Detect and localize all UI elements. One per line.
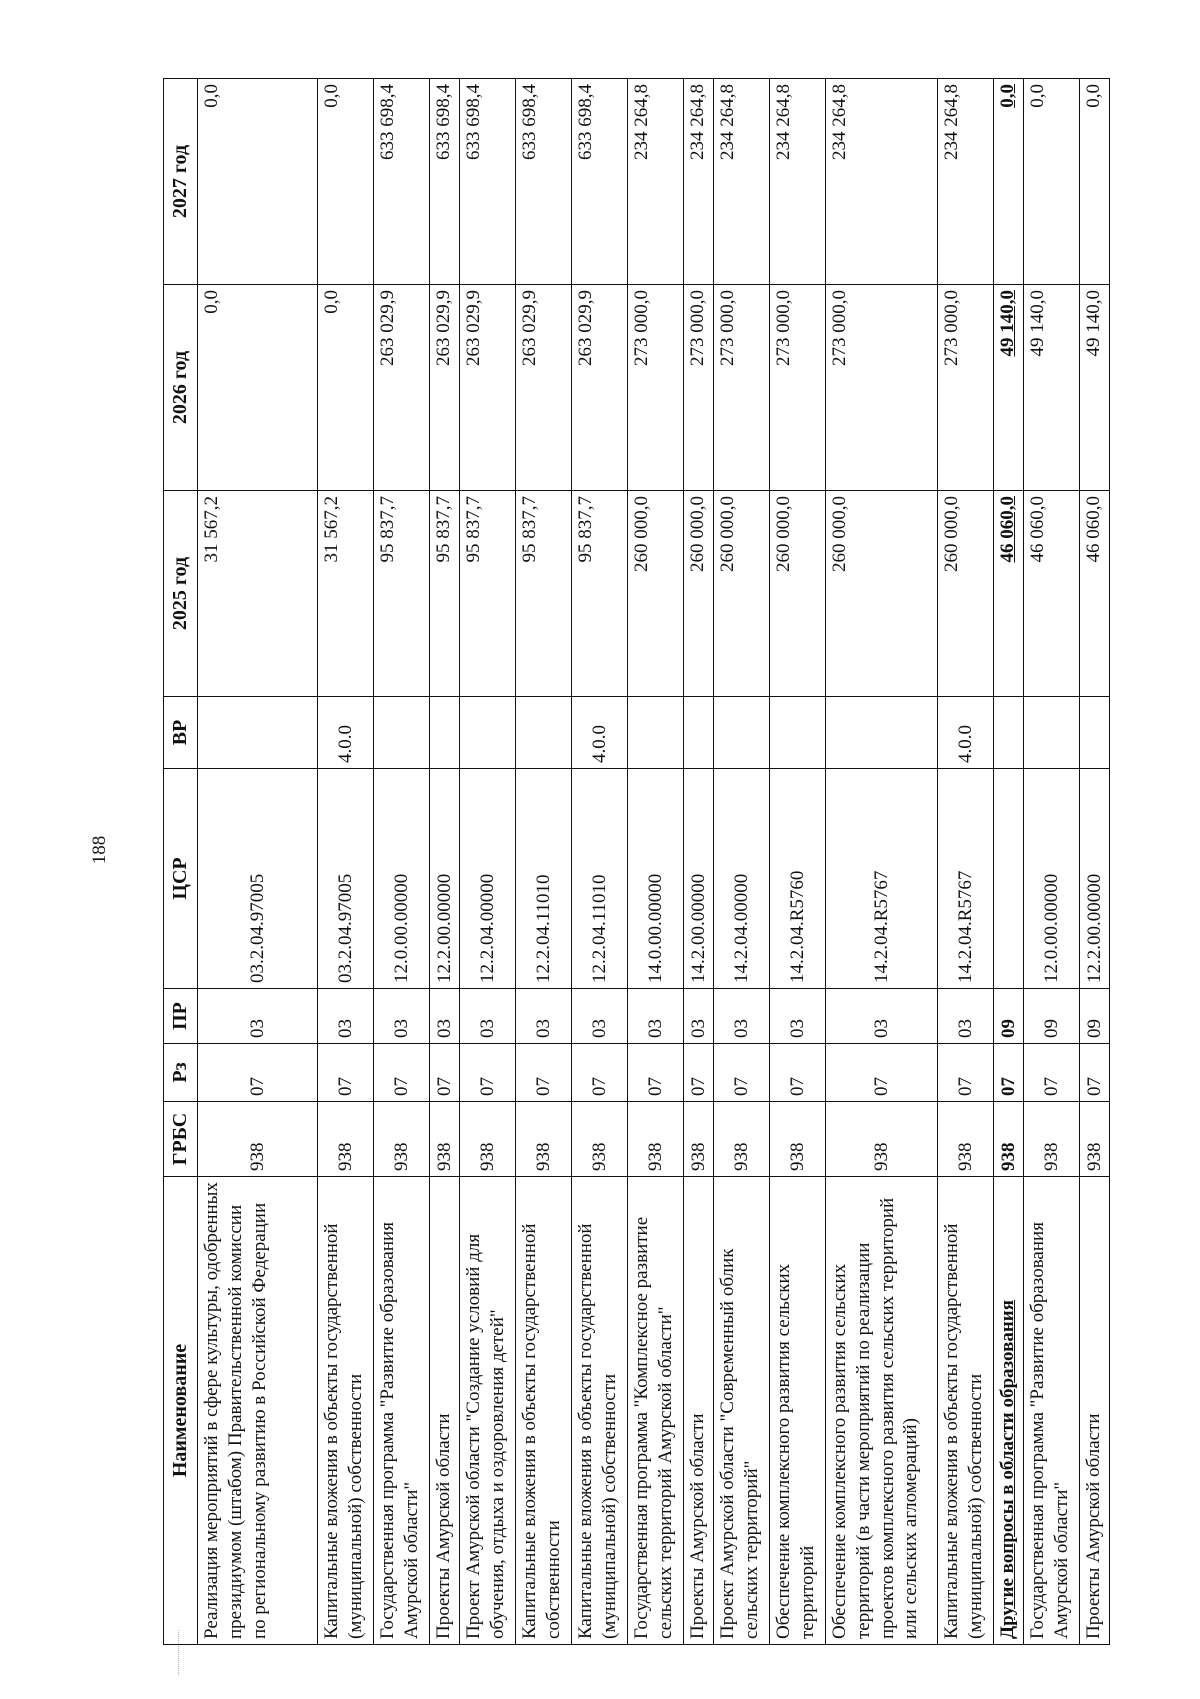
- cell-2026: 263 029,9: [460, 285, 516, 491]
- cell-vr: [374, 697, 430, 769]
- cell-pr: 09: [1080, 989, 1110, 1044]
- cell-vr: 4.0.0: [318, 697, 374, 769]
- budget-table: [163, 78, 1110, 1645]
- table-row: [938, 79, 994, 1645]
- cell-name: Проекты Амурской области: [1080, 1177, 1110, 1645]
- cell-2027: 633 698,4: [516, 79, 572, 285]
- cell-vr: [198, 697, 318, 769]
- cell-pr: 03: [628, 989, 684, 1044]
- cell-2027: 633 698,4: [460, 79, 516, 285]
- cell-pr: 03: [826, 989, 938, 1044]
- cell-rz: 07: [516, 1044, 572, 1102]
- table-header-row: [164, 79, 198, 1645]
- page-number: 188: [89, 835, 110, 865]
- table-row: [430, 79, 460, 1645]
- cell-2027: 0,0: [1024, 79, 1080, 285]
- cell-pr: 03: [318, 989, 374, 1044]
- cell-2025: 46 060,0: [994, 491, 1024, 697]
- cell-pr: 03: [684, 989, 714, 1044]
- cell-rz: 07: [318, 1044, 374, 1102]
- cell-pr: 03: [460, 989, 516, 1044]
- cell-vr: [430, 697, 460, 769]
- cell-2027: 633 698,4: [374, 79, 430, 285]
- rotated-page-content: [163, 79, 1105, 1645]
- col-header-2027: 2027 год: [164, 79, 198, 285]
- cell-pr: 03: [714, 989, 770, 1044]
- cell-2027: 0,0: [318, 79, 374, 285]
- cell-csr: 14.2.04.00000: [714, 769, 770, 989]
- cell-pr: 03: [516, 989, 572, 1044]
- cell-csr: 12.2.04.11010: [572, 769, 628, 989]
- cell-name: Государственная программа "Комплексное развитие сельских территорий Амурской области": [628, 1177, 684, 1645]
- cell-2027: 234 264,8: [826, 79, 938, 285]
- cell-2026: 273 000,0: [826, 285, 938, 491]
- cell-2026: 273 000,0: [684, 285, 714, 491]
- cell-name: Реализация мероприятий в сфере культуры, одобренных президиумом (штабом) Правительственной комиссии по региональному развитию в Российской Федерации: [198, 1177, 318, 1645]
- cell-2026: 263 029,9: [374, 285, 430, 491]
- cell-grbs: 938: [1080, 1102, 1110, 1177]
- cell-name: Капитальные вложения в объекты государственной (муниципальной) собственности: [572, 1177, 628, 1645]
- cell-vr: [516, 697, 572, 769]
- cell-vr: [460, 697, 516, 769]
- cell-pr: 03: [374, 989, 430, 1044]
- table-row: [572, 79, 628, 1645]
- table-row: [198, 79, 318, 1645]
- cell-vr: [714, 697, 770, 769]
- cell-2025: 46 060,0: [1024, 491, 1080, 697]
- cell-vr: 4.0.0: [572, 697, 628, 769]
- cell-2027: 633 698,4: [572, 79, 628, 285]
- cell-vr: [1080, 697, 1110, 769]
- cell-2027: 234 264,8: [770, 79, 826, 285]
- cell-name: Проект Амурской области "Создание условий для обучения, отдыха и оздоровления детей": [460, 1177, 516, 1645]
- cell-2025: 260 000,0: [628, 491, 684, 697]
- cell-rz: 07: [826, 1044, 938, 1102]
- cell-vr: [770, 697, 826, 769]
- cell-rz: 07: [374, 1044, 430, 1102]
- cell-grbs: 938: [198, 1102, 318, 1177]
- cell-2026: 273 000,0: [770, 285, 826, 491]
- col-header-csr: ЦСР: [164, 769, 198, 989]
- cell-rz: 07: [994, 1044, 1024, 1102]
- cell-grbs: 938: [516, 1102, 572, 1177]
- table-row: [994, 79, 1024, 1645]
- cell-2026: 49 140,0: [1080, 285, 1110, 491]
- cell-name: Проекты Амурской области: [430, 1177, 460, 1645]
- cell-2025: 260 000,0: [826, 491, 938, 697]
- cell-pr: 03: [198, 989, 318, 1044]
- cell-rz: 07: [714, 1044, 770, 1102]
- cell-grbs: 938: [684, 1102, 714, 1177]
- cell-pr: 03: [770, 989, 826, 1044]
- cell-2025: 31 567,2: [198, 491, 318, 697]
- cell-2026: 263 029,9: [430, 285, 460, 491]
- cell-2026: 263 029,9: [572, 285, 628, 491]
- cell-rz: 07: [684, 1044, 714, 1102]
- cell-grbs: 938: [714, 1102, 770, 1177]
- cell-csr: 12.0.00.00000: [1024, 769, 1080, 989]
- table-row: [516, 79, 572, 1645]
- cell-grbs: 938: [374, 1102, 430, 1177]
- cell-csr: [994, 769, 1024, 989]
- cell-2025: 260 000,0: [938, 491, 994, 697]
- cell-name: Государственная программа "Развитие образования Амурской области": [374, 1177, 430, 1645]
- cell-2027: 234 264,8: [714, 79, 770, 285]
- cell-rz: 07: [770, 1044, 826, 1102]
- cell-csr: 03.2.04.97005: [198, 769, 318, 989]
- cell-grbs: 938: [572, 1102, 628, 1177]
- col-header-vr: ВР: [164, 697, 198, 769]
- cell-2025: 260 000,0: [770, 491, 826, 697]
- cell-2027: 234 264,8: [684, 79, 714, 285]
- cell-rz: 07: [430, 1044, 460, 1102]
- table-row: [318, 79, 374, 1645]
- table-row: [826, 79, 938, 1645]
- cell-name: Другие вопросы в области образования: [994, 1177, 1024, 1645]
- cell-2026: 0,0: [318, 285, 374, 491]
- cell-pr: 03: [938, 989, 994, 1044]
- cell-grbs: 938: [770, 1102, 826, 1177]
- cell-csr: 12.0.00.00000: [374, 769, 430, 989]
- col-header-name: Наименование: [164, 1177, 198, 1645]
- cell-vr: [826, 697, 938, 769]
- table-row: [1080, 79, 1110, 1645]
- cell-csr: 12.2.04.11010: [516, 769, 572, 989]
- cell-2025: 95 837,7: [374, 491, 430, 697]
- cell-csr: 12.2.04.00000: [460, 769, 516, 989]
- cell-csr: 12.2.00.00000: [1080, 769, 1110, 989]
- cell-rz: 07: [1080, 1044, 1110, 1102]
- cell-csr: 14.2.04.R5767: [826, 769, 938, 989]
- cell-pr: 03: [572, 989, 628, 1044]
- col-header-grbs: ГРБС: [164, 1102, 198, 1177]
- table-body: [198, 79, 1110, 1645]
- cell-grbs: 938: [430, 1102, 460, 1177]
- cell-rz: 07: [938, 1044, 994, 1102]
- cell-2025: 31 567,2: [318, 491, 374, 697]
- cell-pr: 03: [430, 989, 460, 1044]
- cell-name: Обеспечение комплексного развития сельских территорий (в части мероприятий по реализации проектов комплексного развития сельских территорий или сельских агломераций): [826, 1177, 938, 1645]
- cell-name: Проект Амурской области "Современный облик сельских территорий": [714, 1177, 770, 1645]
- cell-2025: 260 000,0: [684, 491, 714, 697]
- cell-vr: [1024, 697, 1080, 769]
- cell-rz: 07: [572, 1044, 628, 1102]
- cell-2026: 273 000,0: [714, 285, 770, 491]
- cell-csr: 14.2.00.00000: [684, 769, 714, 989]
- cell-csr: 14.2.04.R5767: [938, 769, 994, 989]
- cell-grbs: 938: [994, 1102, 1024, 1177]
- cell-2027: 234 264,8: [938, 79, 994, 285]
- cell-2026: 49 140,0: [994, 285, 1024, 491]
- cell-vr: [684, 697, 714, 769]
- table-row: [714, 79, 770, 1645]
- cell-name: Проекты Амурской области: [684, 1177, 714, 1645]
- cell-2025: 95 837,7: [572, 491, 628, 697]
- cell-pr: 09: [994, 989, 1024, 1044]
- cell-name: Обеспечение комплексного развития сельских территорий: [770, 1177, 826, 1645]
- cell-2026: 263 029,9: [516, 285, 572, 491]
- table-row: [770, 79, 826, 1645]
- table-row: [684, 79, 714, 1645]
- cell-2027: 633 698,4: [430, 79, 460, 285]
- cell-name: Капитальные вложения в объекты государственной (муниципальной) собственности: [318, 1177, 374, 1645]
- cell-name: Государственная программа "Развитие образования Амурской области": [1024, 1177, 1080, 1645]
- table-row: [1024, 79, 1080, 1645]
- cell-name: Капитальные вложения в объекты государственной собственности: [516, 1177, 572, 1645]
- cell-grbs: 938: [318, 1102, 374, 1177]
- col-header-2025: 2025 год: [164, 491, 198, 697]
- col-header-rz: Рз: [164, 1044, 198, 1102]
- cell-rz: 07: [460, 1044, 516, 1102]
- table-row: [460, 79, 516, 1645]
- cell-2025: 260 000,0: [714, 491, 770, 697]
- cell-name: Капитальные вложения в объекты государственной (муниципальной) собственности: [938, 1177, 994, 1645]
- cell-2027: 0,0: [1080, 79, 1110, 285]
- cell-pr: 09: [1024, 989, 1080, 1044]
- cell-csr: 03.2.04.97005: [318, 769, 374, 989]
- cell-grbs: 938: [460, 1102, 516, 1177]
- col-header-pr: ПР: [164, 989, 198, 1044]
- cell-2025: 95 837,7: [430, 491, 460, 697]
- cell-grbs: 938: [628, 1102, 684, 1177]
- cell-2025: 95 837,7: [460, 491, 516, 697]
- cell-2026: 0,0: [198, 285, 318, 491]
- cell-csr: 12.2.00.00000: [430, 769, 460, 989]
- cell-grbs: 938: [938, 1102, 994, 1177]
- cell-csr: 14.0.00.00000: [628, 769, 684, 989]
- cell-vr: 4.0.0: [938, 697, 994, 769]
- cell-rz: 07: [1024, 1044, 1080, 1102]
- cell-vr: [994, 697, 1024, 769]
- table-row: [628, 79, 684, 1645]
- cell-2027: 0,0: [198, 79, 318, 285]
- cell-2026: 49 140,0: [1024, 285, 1080, 491]
- cell-2026: 273 000,0: [628, 285, 684, 491]
- cell-rz: 07: [198, 1044, 318, 1102]
- cell-2025: 46 060,0: [1080, 491, 1110, 697]
- cell-grbs: 938: [826, 1102, 938, 1177]
- cell-csr: 14.2.04.R5760: [770, 769, 826, 989]
- cell-2026: 273 000,0: [938, 285, 994, 491]
- cell-2027: 0,0: [994, 79, 1024, 285]
- table-row: [374, 79, 430, 1645]
- col-header-2026: 2026 год: [164, 285, 198, 491]
- cell-2027: 234 264,8: [628, 79, 684, 285]
- cell-vr: [628, 697, 684, 769]
- cell-2025: 95 837,7: [516, 491, 572, 697]
- cell-rz: 07: [628, 1044, 684, 1102]
- cell-grbs: 938: [1024, 1102, 1080, 1177]
